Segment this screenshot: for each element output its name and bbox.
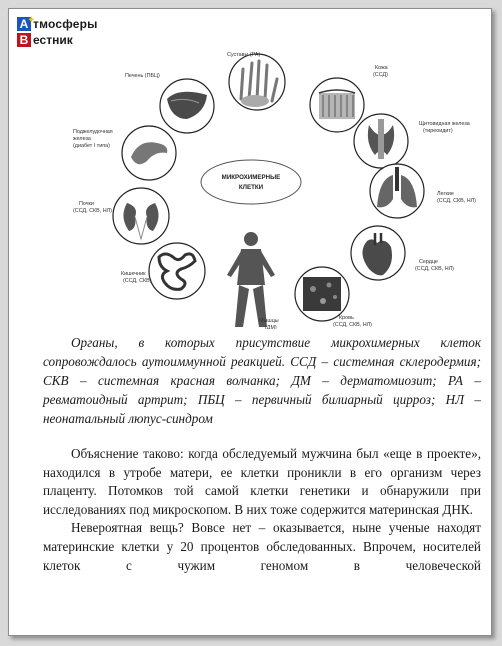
- center-ellipse: [201, 160, 301, 204]
- paragraph-2: Невероятная вещь? Вовсе нет – оказывается, ныне ученые находят материнские клетки у 20 процентов обследованных. Впрочем, носителей клеток с чужим геномом в человеческой: [43, 520, 481, 573]
- kidneys-label-line2: (ССД, СКВ, НЛ): [73, 208, 112, 214]
- kidneys-organ: [113, 188, 169, 244]
- thyroid-label-line2: (тиреоидит): [423, 128, 453, 134]
- heart-organ: [351, 226, 405, 280]
- blood-label-line2: (ССД, СКВ, НЛ): [333, 322, 372, 328]
- muscles-label-line2: (ДМ): [265, 325, 277, 329]
- star-icon: ✦: [27, 15, 36, 26]
- center-label-line2: КЛЕТКИ: [238, 184, 264, 191]
- pancreas-label-line3: (диабет I типа): [73, 143, 110, 149]
- blood-organ: [295, 267, 349, 321]
- lungs-organ: [370, 164, 424, 218]
- joints-label: Суставы (РА): [227, 52, 261, 58]
- caption-text: Органы, в которых присутствие микрохимерных клеток сопровождалось аутоиммунной реакцией. ССД – системная склеродермия; СКВ – системная красная волчанка; ДМ – дерматомиозит; РА – ревматоидный артрит; ПБЦ – первичный билиарный цирроз; НЛ – неонатальный люпус-синдром: [43, 335, 481, 426]
- center-label-line1: МИКРОХИМЕРНЫЕ: [221, 174, 281, 181]
- heart-label-line2: (ССД, СКВ, НЛ): [415, 266, 454, 272]
- joints-organ: [229, 54, 285, 110]
- article-body: [43, 445, 481, 575]
- muscles-label-line1: Мышцы: [259, 318, 279, 324]
- figure-caption: [43, 333, 481, 428]
- intestine-organ: [149, 243, 205, 299]
- intestine-label-line1: Кишечник: [121, 271, 146, 277]
- liver-label: Печень (ПБЦ): [125, 73, 160, 79]
- skin-label-line2: (ССД): [373, 72, 388, 78]
- microchimerism-diagram: [39, 39, 479, 329]
- skin-organ: [310, 78, 364, 132]
- intestine-label-line2: (ССД, СКВ): [123, 278, 152, 284]
- pancreas-organ: [122, 126, 176, 180]
- lungs-label-line1: Легкие: [437, 191, 454, 197]
- pancreas-label-line1: Поджелудочная: [73, 129, 113, 135]
- logo-word-bottom: естник: [33, 33, 73, 47]
- document-page: [8, 8, 492, 636]
- liver-organ: [160, 79, 214, 133]
- skin-label-line1: Кожа: [375, 65, 388, 71]
- kidneys-label-line1: Почки: [79, 201, 94, 207]
- thyroid-label-line1: Щитовидная железа: [419, 121, 470, 127]
- pancreas-label-line2: железа: [73, 136, 91, 142]
- logo-word-top: тмосферы: [33, 17, 98, 31]
- muscles-figure: [227, 232, 275, 327]
- logo-letter-v: В: [17, 33, 31, 47]
- heart-label-line1: Сердце: [419, 259, 438, 265]
- lungs-label-line2: (ССД, СКВ, НЛ): [437, 198, 476, 204]
- logo-letter-a: А: [17, 17, 31, 31]
- blood-label-line1: Кровь: [339, 315, 354, 321]
- paragraph-1: Объяснение таково: когда обследуемый мужчина был «еще в проекте», находился в утробе матери, ее клетки проникли в его организм через плаценту. Потомков той самой клетки генетики и обнаружили при исследованиях под микроскопом. В них тоже содержится материнская ДНК.: [43, 446, 481, 517]
- thyroid-organ: [354, 114, 408, 168]
